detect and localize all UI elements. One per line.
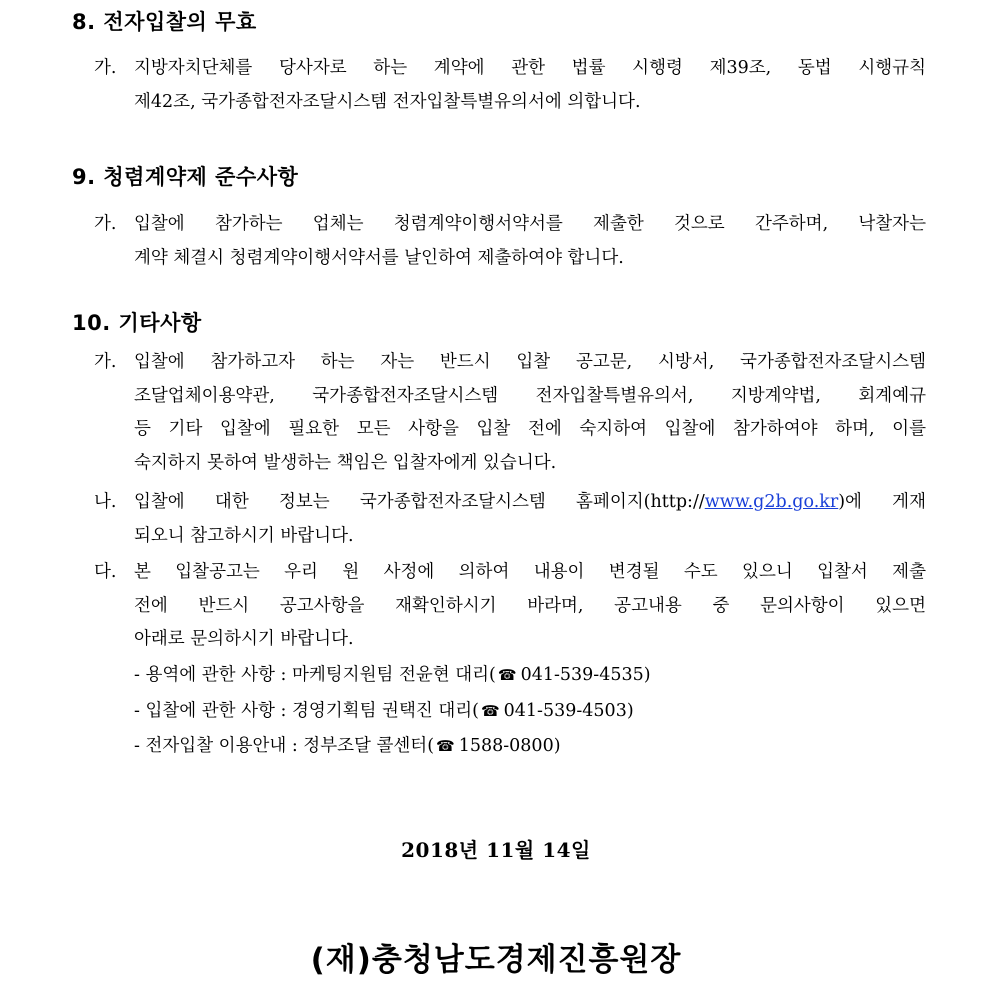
text-line: 계약 체결시 청렴계약이행서약서를 날인하여 제출하여야 합니다. (134, 247, 624, 268)
contact-label: - 입찰에 관한 사항 : 경영기획팀 권택진 대리( (134, 701, 479, 721)
text-line: 아래로 문의하시기 바랍니다. (134, 629, 354, 649)
contact-callcenter (134, 732, 561, 757)
section-9-item-ga (94, 208, 926, 275)
phone-icon: ☎ (497, 666, 517, 684)
contact-label: - 전자입찰 이용안내 : 정부조달 콜센터( (134, 736, 435, 756)
text-fragment: )에 게재 (838, 492, 926, 512)
text-line (134, 486, 926, 520)
g2b-link[interactable]: www.g2b.go.kr (704, 492, 839, 512)
text-line: 숙지하지 못하여 발생하는 책임은 입찰자에게 있습니다. (134, 452, 557, 473)
section-title-9: 9. 청렴계약제 준수사항 (72, 165, 299, 189)
contact-label: - 용역에 관한 사항 : 마케팅지원팀 전윤현 대리( (134, 665, 496, 685)
text-line: 등 기타 입찰에 필요한 모든 사항을 입찰 전에 숙지하여 입찰에 참가하여야 하며, 이를 (134, 419, 926, 439)
text-fragment: 입찰에 대한 정보는 국가종합전자조달시스템 홈페이지(http:// (134, 492, 705, 512)
notice-date: 2018년 11월 14일 (401, 838, 591, 862)
contact-phone: 1588-0800 (458, 736, 554, 756)
text-line: 되오니 참고하시기 바랍니다. (134, 525, 354, 546)
contact-service (134, 661, 651, 686)
contact-close: ) (643, 665, 651, 685)
section-title-10: 10. 기타사항 (72, 311, 202, 335)
text-line: 본 입찰공고는 우리 원 사정에 의하여 내용이 변경될 수도 있으니 입찰서 제출 (134, 562, 926, 582)
contact-phone: 041-539-4503 (503, 701, 627, 721)
text-line: 입찰에 참가하고자 하는 자는 반드시 입찰 공고문, 시방서, 국가종합전자조달시스템 (134, 352, 926, 372)
text-line: 제42조, 국가종합전자조달시스템 전자입찰특별유의서에 의합니다. (134, 91, 641, 112)
item-marker: 가. (94, 352, 117, 372)
item-marker: 가. (94, 214, 117, 234)
text-line: 조달업체이용약관, 국가종합전자조달시스템 전자입찰특별유의서, 지방계약법, 회계예규 (134, 385, 926, 406)
section-8-item-ga (94, 52, 926, 119)
organization-name: (재)충청남도경제진흥원장 (310, 942, 682, 978)
contact-close: ) (553, 736, 561, 756)
section-10-item-na (94, 486, 926, 553)
item-marker: 나. (94, 492, 117, 512)
contact-bidding (134, 697, 634, 722)
text-line: 입찰에 참가하는 업체는 청렴계약이행서약서를 제출한 것으로 간주하며, 낙찰자는 (134, 214, 926, 234)
section-10-item-da (94, 556, 926, 657)
section-title-8: 8. 전자입찰의 무효 (72, 10, 257, 34)
item-marker: 다. (94, 562, 117, 582)
text-line: 지방자치단체를 당사자로 하는 계약에 관한 법률 시행령 제39조, 동법 시행규칙 (134, 58, 926, 78)
text-line: 전에 반드시 공고사항을 재확인하시기 바라며, 공고내용 중 문의사항이 있으면 (134, 595, 926, 616)
contact-close: ) (626, 701, 634, 721)
section-10-item-ga (94, 346, 926, 480)
phone-icon: ☎ (480, 702, 500, 720)
phone-icon: ☎ (436, 737, 455, 755)
contact-phone: 041-539-4535 (520, 665, 644, 685)
item-marker: 가. (94, 58, 117, 78)
